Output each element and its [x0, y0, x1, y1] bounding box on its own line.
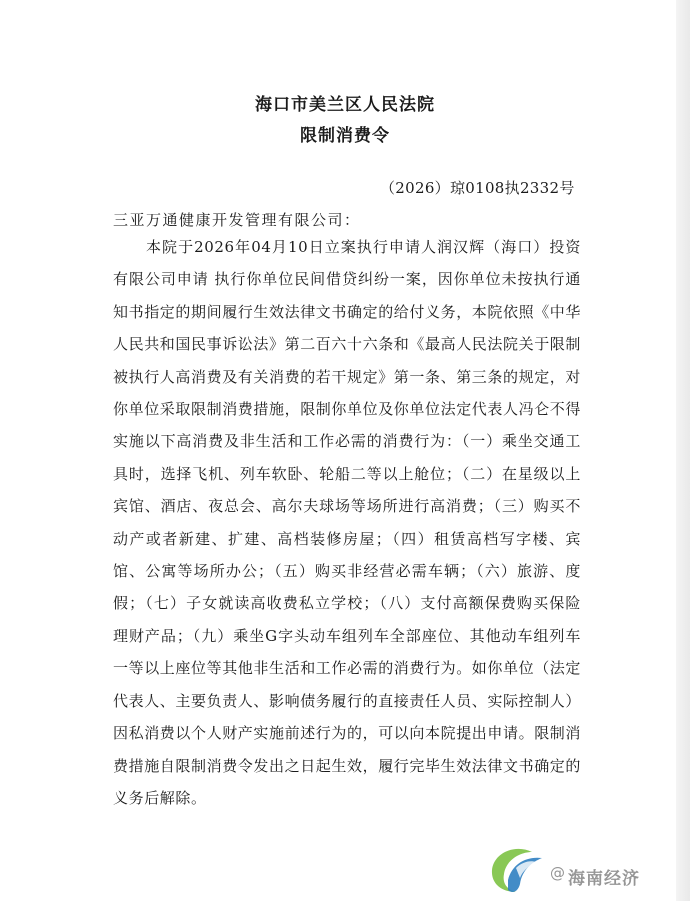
- court-name: 海口市美兰区人民法院: [255, 95, 435, 115]
- watermark: [486, 840, 686, 896]
- order-title: 限制消费令: [300, 126, 390, 146]
- addressee: 三亚万通健康开发管理有限公司：: [113, 211, 361, 229]
- watermark-at: @: [550, 864, 565, 882]
- hainan-economy-logo-icon: [486, 840, 546, 896]
- case-number: （2026）琼0108执2332号: [380, 179, 575, 197]
- order-body: 本院于2026年04月10日立案执行申请人润汉辉（海口）投资有限公司申请 执行你单位民间借贷纠纷一案，因你单位未按执行通知书指定的期间履行生效法律文书确定的给付义务，本院依照《中华人民共和国民事诉讼法》第二百六十六条和《最高人民法院关于限制被执行人高消费及有关消费的若干规定》第一条、第三条的规定，对你单位采取限制消费措施，限制你单位及你单位法定代表人冯仑不得实施以下高消费及非生活和工作必需的消费行为：（一）乘坐交通工具时，选择飞机、列车软卧、轮船二等以上舱位；（二）在星级以上宾馆、酒店、夜总会、高尔夫球场等场所进行高消费；（三）购买不动产或者新建、扩建、高档装修房屋；（四）租赁高档写字楼、宾馆、公寓等场所办公；（五）购买非经营必需车辆；（六）旅游、度假；（七）子女就读高收费私立学校；（八）支付高额保费购买保险理财产品；（九）乘坐G字头动车组列车全部座位、其他动车组列车一等以上座位等其他非生活和工作必需的消费行为。如你单位（法定代表人、主要负责人、影响债务履行的直接责任人员、实际控制人）因私消费以个人财产实施前述行为的，可以向本院提出申请。限制消费措施自限制消费令发出之日起生效，履行完毕生效法律文书确定的义务后解除。: [113, 238, 582, 807]
- watermark-text: 海南经济: [568, 869, 640, 889]
